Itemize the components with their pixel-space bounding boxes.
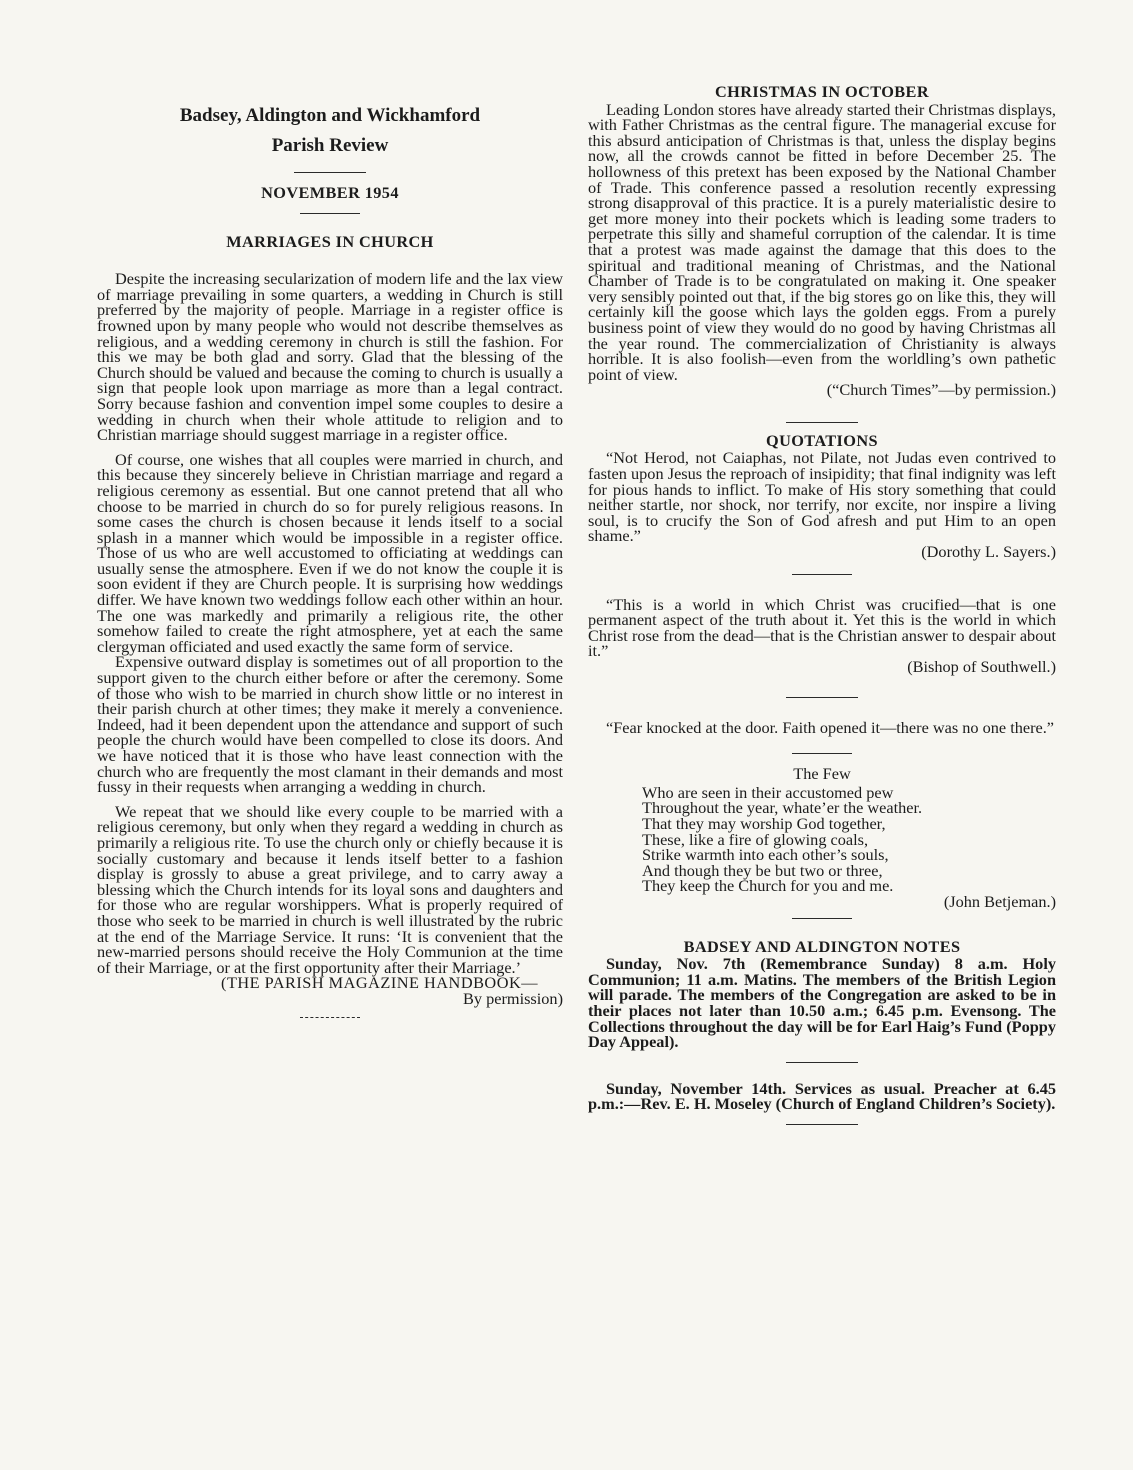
quote-fear-faith: “Fear knocked at the door. Faith opened it—there was no one there.”	[606, 717, 1055, 737]
poem-line: And though they be but two or three,	[642, 860, 883, 880]
masthead-subtitle: Parish Review	[271, 135, 389, 156]
christmas-heading: CHRISTMAS IN OCTOBER	[715, 82, 929, 101]
marriages-paragraph-2: Of course, one wishes that all couples were married in church, and this because they sincerely believe in Christian marriage and regard a religious ceremony as essential. But one cannot pretend that all who choose to be married in church do so for purely religious reasons. In some cases the church is chosen because it lends itself to a social splash in a manner which would be impossible in a register office. Those of us who are well accustomed to officiating at weddings can usually sense the atmosphere. Even if we do not know the couple it is soon evident if they are Church people. It is surprising how weddings differ. We have known two weddings follow each other within an hour. The one was markedly and primarily a religious rite, the other somehow failed to create the right atmosphere, yet at each the same clergyman officiated and used exactly the same form of service.	[97, 449, 563, 656]
divider	[300, 1017, 360, 1018]
poem-line: These, like a fire of glowing coals,	[642, 829, 869, 849]
marriages-source: (THE PARISH MAGAZINE HANDBOOK—	[221, 973, 538, 993]
marriages-paragraph-4: We repeat that we should like every couple to be married with a religious ceremony, but only when they regard a wedding in church as primarily a religious rite. To use the church only or chiefly because it is socially customary and because it lends itself better to a fashion display is grossly to abuse a great privilege, and to carry away a blessing which the Church intends for its loyal sons and daughters and for those who are regular worshippers. What is properly required of those who seek to be married in church is well illustrated by the rubric at the end of the Marriage Service. It runs: ‘It is convenient that the new-married persons should receive the Holy Communion at the time of their Marriage, or at the first opportunity after their Marriage.’	[97, 801, 563, 977]
notes-november-14: Sunday, November 14th. Services as usual. Preacher at 6.45 p.m.:—Rev. E. H. Moseley (Church of England Children’s Society).	[588, 1078, 1056, 1114]
quote-sayers: “Not Herod, not Caiaphas, not Pilate, not Judas even contrived to fasten upon Jesus the reproach of insipidity; that final indignity was left for pious hands to inflict. To make of His story something that could neither startle, nor shock, nor terrify, nor excite, nor inspire a living soul, is to crucify the Son of God afresh and put Him to an open shame.”	[588, 448, 1056, 546]
marriages-source-permission: By permission)	[463, 988, 563, 1008]
poem-line: Strike warmth into each other’s souls,	[642, 845, 889, 865]
quote-southwell: “This is a world in which Christ was crucified—that is one permanent aspect of the truth about it. Yet this is the world in which Christ rose from the dead—that is the Christian answer to despair about it.”	[588, 594, 1056, 661]
poem	[588, 782, 1056, 896]
christmas-source: (“Church Times”—by permission.)	[826, 380, 1056, 400]
poem-line: Throughout the year, whate’er the weather.	[642, 798, 923, 818]
divider	[786, 1124, 858, 1125]
right-column	[588, 0, 1056, 1125]
poem-title: The Few	[793, 764, 851, 784]
issue-date: NOVEMBER 1954	[261, 183, 399, 202]
quotations-heading: QUOTATIONS	[766, 430, 878, 450]
quote-sayers-author: (Dorothy L. Sayers.)	[921, 542, 1056, 562]
christmas-body: Leading London stores have already started their Christmas displays, with Father Christmas as the central figure. The managerial excuse for this absurd anticipation of Christmas is that, unless the display begins now, all the crowds cannot be fitted in before December 25. The hollowness of this pretext has been exposed by the National Chamber of Trade. This conference passed a resolution recently expressing strong disapproval of this practice. It is a purely materialistic desire to get more money into their pockets which is leading some traders to perpetrate this silly and shameful corruption of the calendar. It is time that a protest was made against the damage that this does to the spiritual and traditional meaning of Christmas, and the National Chamber of Trade is to be congratulated on making it. One speaker very sensibly pointed out that, if the big stores go on like this, they will certainly kill the goose which lays the golden eggs. From a purely business point of view they would do no good by having Christmas all the year round. The commercialization of Christianity is always horrible. It is also foolish—even from the worldling’s own pathetic point of view.	[588, 99, 1056, 384]
masthead-title: Badsey, Aldington and Wickhamford	[179, 105, 481, 126]
poem-author: (John Betjeman.)	[943, 891, 1056, 911]
notes-remembrance-sunday: Sunday, Nov. 7th (Remembrance Sunday) 8 a.m. Holy Communion; 11 a.m. Matins. The members of the British Legion will parade. The members of the Congregation are asked to be in their places not later than 10.50 a.m.; 6.45 p.m. Evensong. The Collections throughout the day will be for Earl Haig’s Fund (Poppy Day Appeal).	[588, 954, 1056, 1052]
poem-line: That they may worship God together,	[642, 813, 886, 833]
marriages-heading: MARRIAGES IN CHURCH	[226, 231, 434, 251]
left-column	[97, 0, 563, 1018]
notes-heading: BADSEY AND ALDINGTON NOTES	[683, 936, 961, 956]
poem-line: Who are seen in their accustomed pew	[642, 782, 894, 802]
quote-southwell-author: (Bishop of Southwell.)	[907, 657, 1056, 676]
poem-line: They keep the Church for you and me.	[642, 876, 894, 896]
marriages-paragraph-1: Despite the increasing secularization of modern life and the lax view of marriage prevailing in some quarters, a wedding in Church is still preferred by the majority of people. Marriage in a register office is frowned upon by many people who would not describe themselves as religious, and a wedding ceremony in church is still the fashion. For this we may be both glad and sorry. Glad that the blessing of the Church should be valued and because the coming to church is usually a sign that people look upon marriage as more than a legal contract. Sorry because fashion and convention impel some couples to desire a wedding in church when their whole attitude to religion and to Christian marriage should suggest marriage in a register office.	[97, 269, 563, 445]
marriages-paragraph-3: Expensive outward display is sometimes out of all proportion to the support given to the church either before or after the ceremony. Some of those who wish to be married in church show little or no interest in their parish church at other times; they make it merely a convenience. Indeed, had it been dependent upon the attendance and support of such people the church would have been compelled to close its doors. And we have noticed that it is those who have least connection with the church who are frequently the most clamant in their demands and most fussy in their requests when arranging a wedding in church.	[97, 652, 563, 797]
